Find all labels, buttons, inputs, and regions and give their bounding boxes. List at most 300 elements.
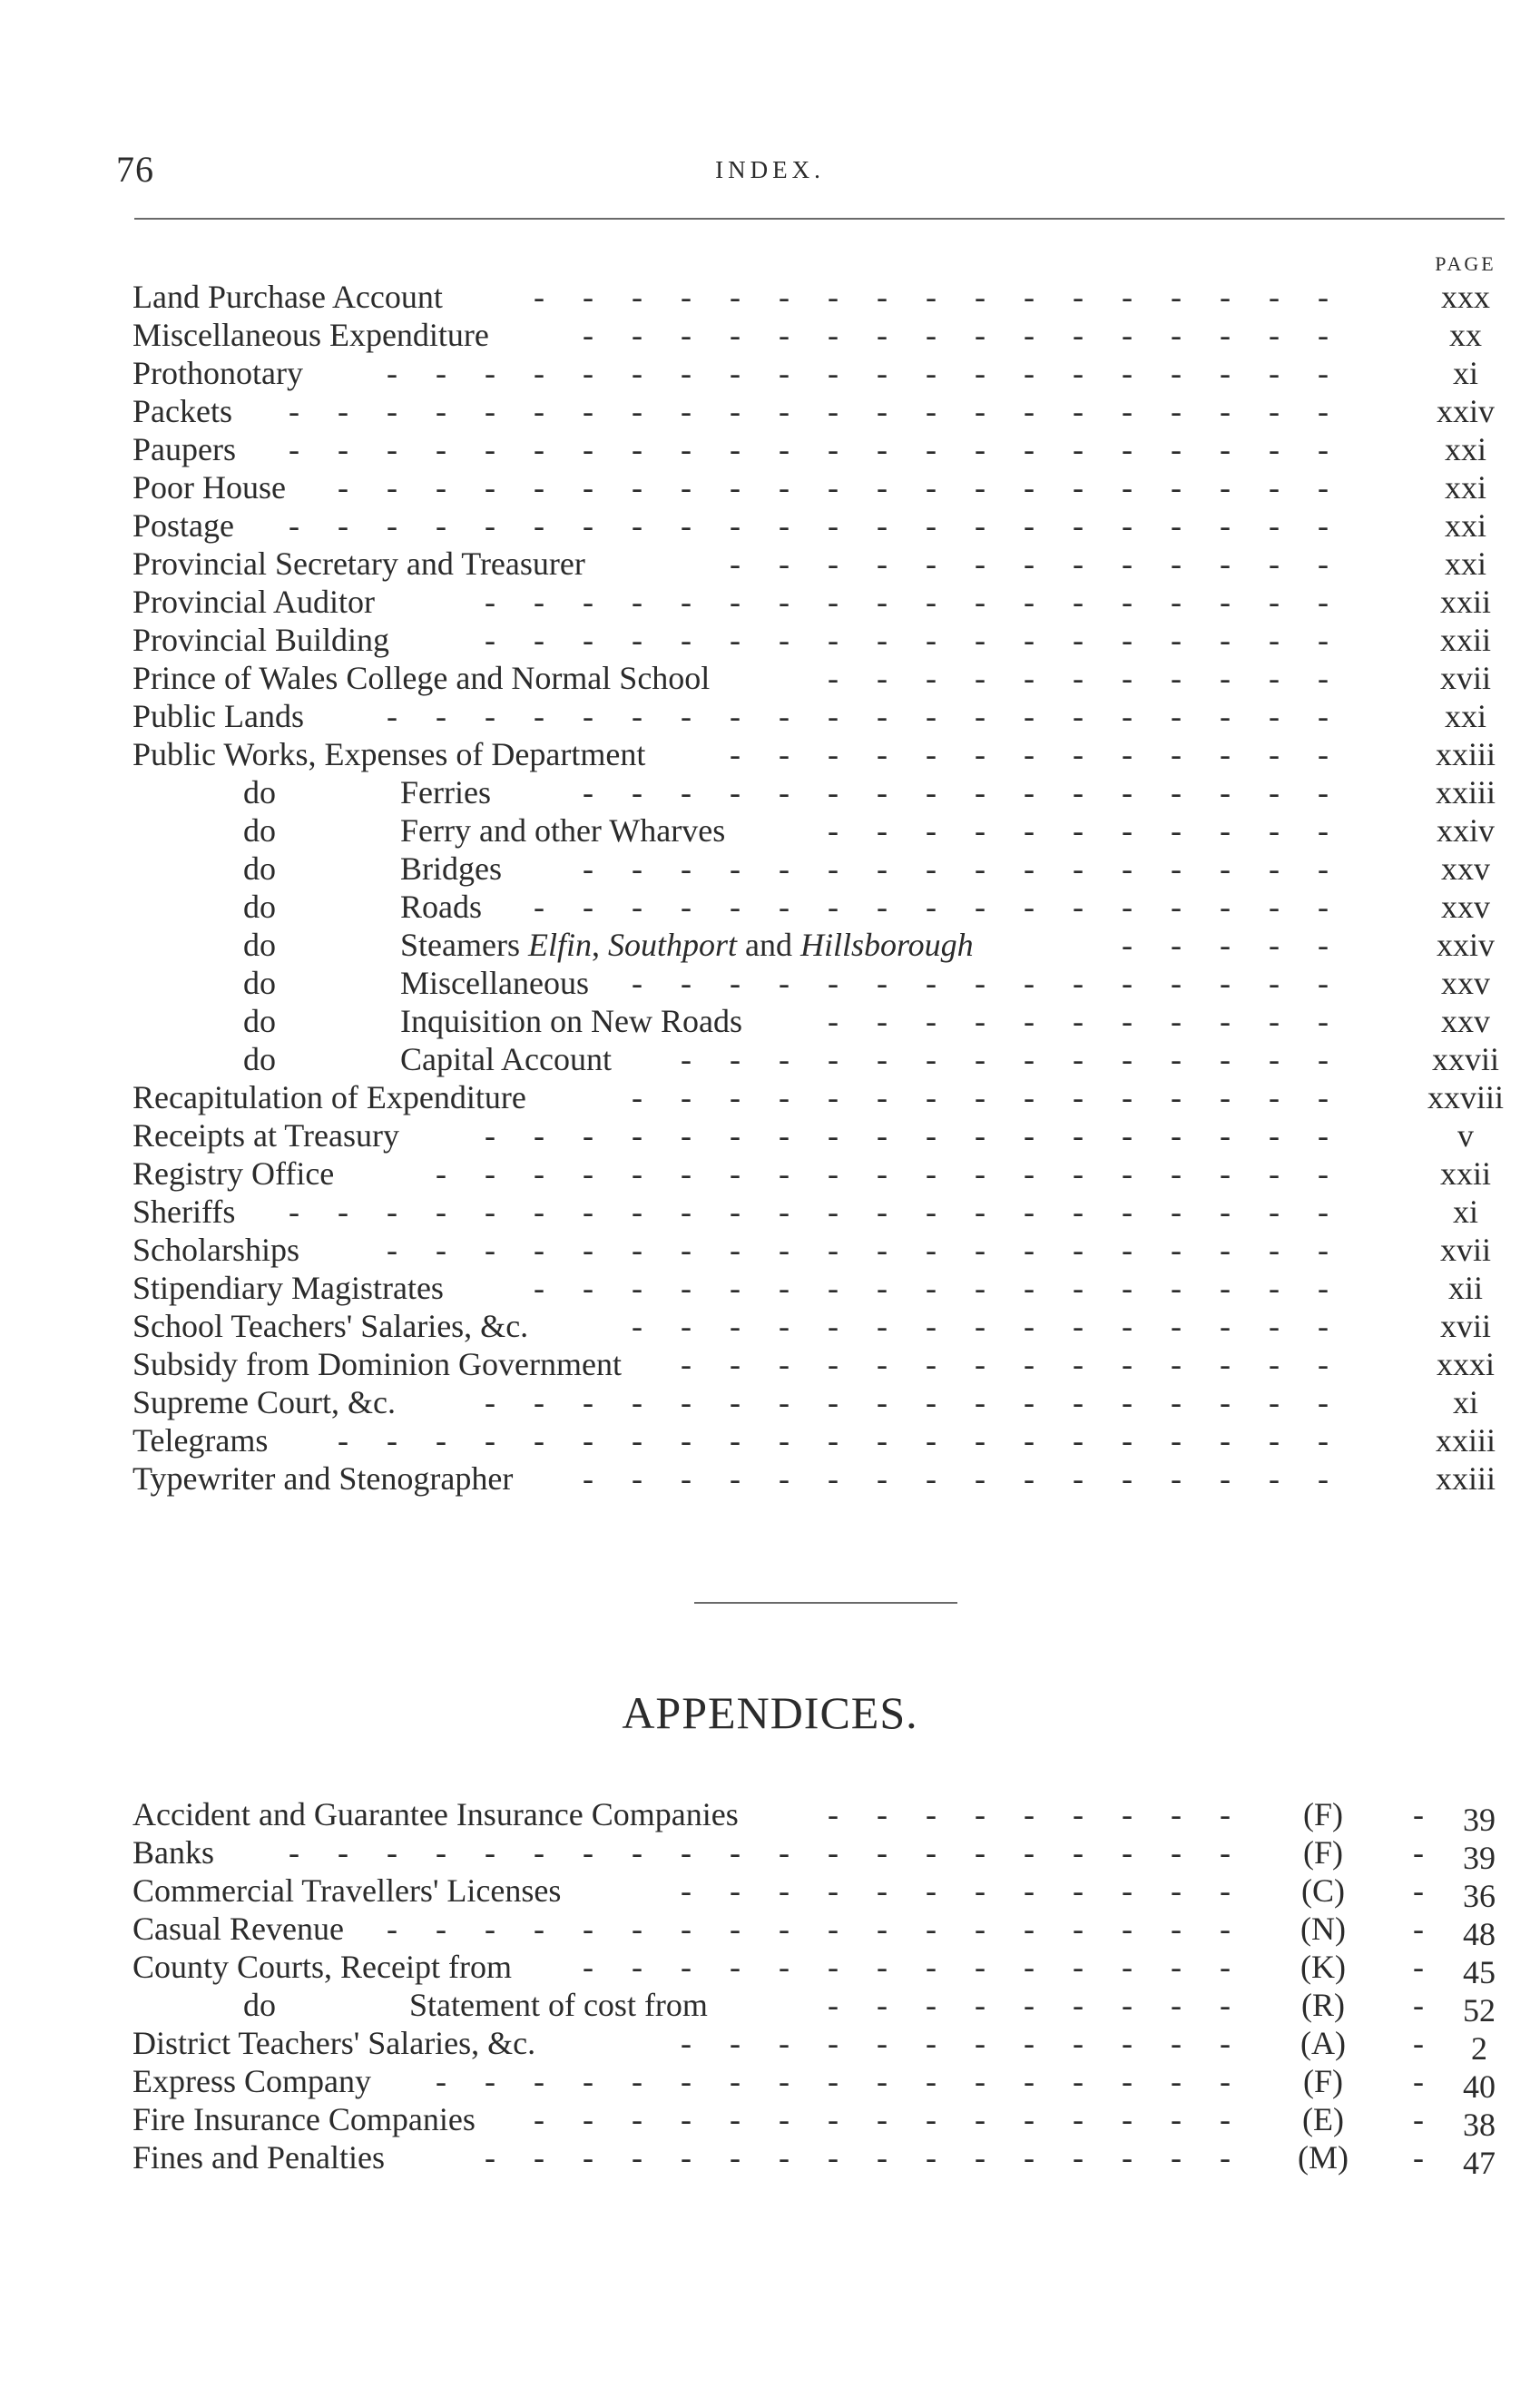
leader-dash: -	[730, 1155, 741, 1192]
entry-label: Public Lands	[132, 698, 304, 734]
leader-dash: -	[926, 1155, 937, 1192]
leader-dash: -	[1171, 1003, 1182, 1039]
leader-dash: -	[1073, 431, 1084, 467]
leader-dash: -	[1318, 1460, 1329, 1497]
leader-dash: -	[485, 2063, 495, 2099]
leader-dash: -	[485, 1384, 495, 1420]
leader-dash: -	[828, 1270, 839, 1306]
leader-dash: -	[1024, 2101, 1035, 2137]
page-ref: 2	[1471, 2030, 1487, 2067]
leader-dash: -	[1122, 545, 1133, 582]
leader-dash: -	[534, 889, 544, 925]
leader-dash: -	[534, 1117, 544, 1154]
leader-dash: -	[534, 2139, 544, 2176]
leader-dash: -	[1269, 1422, 1280, 1459]
leader-dash: -	[338, 507, 348, 544]
leader-dash: -	[1073, 317, 1084, 353]
leader-dash: -	[534, 469, 544, 506]
leader-dash: -	[779, 355, 790, 391]
leader-dash: -	[1073, 1194, 1084, 1230]
leader-dash: -	[681, 393, 692, 429]
ditto-mark: do	[243, 965, 276, 1001]
leader-dash: -	[779, 545, 790, 582]
index-entry	[0, 1154, 1540, 1193]
leader-dash: -	[1269, 1117, 1280, 1154]
leader-dash: -	[632, 1834, 642, 1871]
leader-dash: -	[632, 1422, 642, 1459]
leader-dash: -	[779, 393, 790, 429]
leader-dash: -	[1269, 545, 1280, 582]
leader-dash: -	[779, 1460, 790, 1497]
leader-dash: -	[485, 1232, 495, 1268]
leader-dash: -	[1220, 774, 1231, 810]
leader-dash: -	[1122, 927, 1133, 963]
leader-dash: -	[926, 1308, 937, 1344]
leader-dash: -	[583, 774, 593, 810]
page-ref: xxv	[1441, 850, 1490, 887]
leader-dash: -	[1073, 1117, 1084, 1154]
entry-label: Miscellaneous Expenditure	[132, 317, 489, 353]
leader-dash: -	[926, 2139, 937, 2176]
leader-dash: -	[828, 1155, 839, 1192]
leader-dash: -	[730, 2025, 741, 2061]
leader-dash: -	[1220, 1270, 1231, 1306]
leader-dash: -	[730, 431, 741, 467]
leader-dash: -	[877, 698, 888, 734]
leader-dash: -	[926, 507, 937, 544]
leader-dash: -	[1220, 736, 1231, 772]
leader-dash: -	[926, 1384, 937, 1420]
leader-dash: -	[730, 1117, 741, 1154]
leader-dash: -	[583, 355, 593, 391]
leader-dash: -	[632, 2101, 642, 2137]
leader-dash: -	[779, 1117, 790, 1154]
leader-dash: -	[1073, 698, 1084, 734]
leader-dash: -	[828, 1872, 839, 1909]
leader-dash: -	[1073, 2063, 1084, 2099]
leader-dash: -	[1073, 507, 1084, 544]
leader-dash: -	[828, 279, 839, 315]
leader-dash: -	[681, 698, 692, 734]
leader-dash: -	[1220, 1346, 1231, 1382]
entry-label: Prothonotary	[132, 355, 303, 391]
leader-dash: -	[1024, 1911, 1035, 1947]
page-ref: xxii	[1439, 622, 1491, 658]
leader-dash: -	[926, 1270, 937, 1306]
leader-dash: -	[1318, 698, 1329, 734]
leader-dash: -	[1220, 393, 1231, 429]
leader-dash: -	[730, 965, 741, 1001]
index-entry	[0, 811, 1540, 850]
leader-dash: -	[1073, 1384, 1084, 1420]
leader-dash: -	[1220, 889, 1231, 925]
leader-dash: -	[1122, 317, 1133, 353]
leader-dash: -	[1171, 1041, 1182, 1077]
index-entry	[0, 468, 1540, 506]
leader-dash: -	[1220, 965, 1231, 1001]
leader-dash: -	[1269, 850, 1280, 887]
leader-dash: -	[1073, 1987, 1084, 2023]
leader-dash: -	[926, 1003, 937, 1039]
leader-dash: -	[1024, 2139, 1035, 2176]
appendix-letter: (F)	[1303, 1834, 1343, 1871]
leader-dash: -	[926, 1872, 937, 1909]
leader-dash: -	[975, 1911, 986, 1947]
leader-dash: -	[387, 698, 397, 734]
leader-dash: -	[1122, 584, 1133, 620]
leader-dash: -	[877, 507, 888, 544]
entry-label: Supreme Court, &c.	[132, 1384, 396, 1420]
page-ref: xxii	[1439, 1155, 1491, 1192]
leader-dash: -	[975, 774, 986, 810]
leader-dash: -	[1122, 1155, 1133, 1192]
index-entry	[0, 621, 1540, 659]
leader-dash: -	[1122, 1834, 1133, 1871]
leader-dash: -	[583, 889, 593, 925]
leader-dash: -	[1171, 1155, 1182, 1192]
leader-dash: -	[632, 1308, 642, 1344]
page-ref: xxiv	[1436, 393, 1495, 429]
leader-dash: -	[1318, 927, 1329, 963]
leader-dash: -	[534, 279, 544, 315]
leader-dash: -	[1269, 774, 1280, 810]
leader-dash: -	[387, 1422, 397, 1459]
leader-dash: -	[436, 698, 446, 734]
leader-dash: -	[975, 279, 986, 315]
leader-dash: -	[1122, 965, 1133, 1001]
leader-dash: -	[338, 1422, 348, 1459]
index-entry	[0, 545, 1540, 583]
leader-dash: -	[877, 1155, 888, 1192]
leader-dash: -	[828, 1232, 839, 1268]
appendix-letter: (C)	[1301, 1872, 1345, 1909]
leader-dash: -	[1269, 317, 1280, 353]
ditto-mark: do	[243, 850, 276, 887]
leader-dash: -	[1318, 317, 1329, 353]
leader-dash: -	[975, 1079, 986, 1115]
leader-dash: -	[1024, 1232, 1035, 1268]
leader-dash: -	[926, 545, 937, 582]
leader-dash: -	[877, 1987, 888, 2023]
leader-dash: -	[975, 965, 986, 1001]
leader-dash: -	[1171, 698, 1182, 734]
leader-dash: -	[485, 1194, 495, 1230]
leader-dash: -	[387, 1911, 397, 1947]
leader-dash: -	[828, 2025, 839, 2061]
leader-dash: -	[1073, 889, 1084, 925]
leader-dash: -	[534, 431, 544, 467]
leader-dash: -	[1171, 1346, 1182, 1382]
leader-dash: -	[877, 355, 888, 391]
leader-dash: -	[681, 355, 692, 391]
leader-dash: -	[1073, 1796, 1084, 1832]
leader-dash: -	[926, 736, 937, 772]
leader-dash: -	[1269, 622, 1280, 658]
leader-dash: -	[681, 2025, 692, 2061]
leader-dash: -	[1220, 1194, 1231, 1230]
leader-dash: -	[828, 317, 839, 353]
leader-dash: -	[975, 355, 986, 391]
leader-dash: -	[877, 889, 888, 925]
entry-label: Postage	[132, 507, 234, 544]
leader-dash: -	[975, 431, 986, 467]
leader-dash: -	[436, 393, 446, 429]
leader-dash: -	[1171, 927, 1182, 963]
leader-dash: -	[632, 279, 642, 315]
leader-dash: -	[632, 1194, 642, 1230]
leader-dash: -	[681, 1232, 692, 1268]
leader-dash: -	[779, 2025, 790, 2061]
leader-dash: -	[730, 1422, 741, 1459]
leader-dash: -	[779, 1155, 790, 1192]
leader-dash: -	[1171, 584, 1182, 620]
leader-dash: -	[730, 1949, 741, 1985]
leader-dash: -	[828, 1079, 839, 1115]
leader-dash: -	[1318, 1270, 1329, 1306]
leader-dash: -	[1318, 545, 1329, 582]
leader-dash: -	[828, 889, 839, 925]
leader-dash: -	[1073, 622, 1084, 658]
index-entry	[0, 278, 1540, 316]
index-entry	[0, 1307, 1540, 1345]
leader-dash: -	[1318, 279, 1329, 315]
leader-dash: -	[632, 393, 642, 429]
leader-dash: -	[1171, 1949, 1182, 1985]
leader-dash: -	[1122, 507, 1133, 544]
index-entry	[0, 888, 1540, 926]
leader-dash: -	[1269, 1384, 1280, 1420]
leader-dash: -	[632, 965, 642, 1001]
leader-dash: -	[534, 698, 544, 734]
leader-dash: -	[779, 1308, 790, 1344]
index-entry	[0, 850, 1540, 888]
page-ref: xxiii	[1435, 774, 1496, 810]
leader-dash: -	[1073, 469, 1084, 506]
leader-dash: -	[1220, 812, 1231, 849]
leader-dash: -	[1073, 1270, 1084, 1306]
appendix-letter: (N)	[1300, 1911, 1346, 1947]
leader-dash: -	[1073, 1872, 1084, 1909]
leader-dash: -	[926, 1949, 937, 1985]
leader-dash: -	[779, 1079, 790, 1115]
appendix-letter: (F)	[1303, 2063, 1343, 2099]
leader-dash: -	[436, 1911, 446, 1947]
leader-dash: -	[1413, 2139, 1424, 2176]
leader-dash: -	[877, 1384, 888, 1420]
entry-label: Fines and Penalties	[132, 2139, 385, 2176]
leader-dash: -	[485, 1117, 495, 1154]
page-ref: xxi	[1444, 431, 1486, 467]
ditto-mark: do	[243, 1987, 276, 2023]
leader-dash: -	[1269, 469, 1280, 506]
leader-dash: -	[1073, 1041, 1084, 1077]
leader-dash: -	[1073, 584, 1084, 620]
leader-dash: -	[1171, 2063, 1182, 2099]
leader-dash: -	[1413, 2025, 1424, 2061]
page-ref: xxv	[1441, 1003, 1490, 1039]
leader-dash: -	[583, 1422, 593, 1459]
leader-dash: -	[1220, 584, 1231, 620]
leader-dash: -	[926, 1117, 937, 1154]
leader-dash: -	[1024, 1117, 1035, 1154]
leader-dash: -	[926, 1796, 937, 1832]
leader-dash: -	[338, 1194, 348, 1230]
leader-dash: -	[1318, 1194, 1329, 1230]
page-ref: xvii	[1439, 1308, 1491, 1344]
appendix-entry	[0, 1871, 1540, 1914]
leader-dash: -	[926, 1194, 937, 1230]
index-entry	[0, 1231, 1540, 1269]
leader-dash: -	[1171, 1384, 1182, 1420]
leader-dash: -	[534, 393, 544, 429]
leader-dash: -	[387, 469, 397, 506]
leader-dash: -	[485, 1834, 495, 1871]
leader-dash: -	[1073, 1308, 1084, 1344]
leader-dash: -	[779, 1194, 790, 1230]
leader-dash: -	[1413, 2063, 1424, 2099]
leader-dash: -	[681, 850, 692, 887]
leader-dash: -	[1122, 1117, 1133, 1154]
leader-dash: -	[583, 2063, 593, 2099]
leader-dash: -	[877, 1796, 888, 1832]
ditto-mark: do	[243, 1041, 276, 1077]
leader-dash: -	[1122, 2139, 1133, 2176]
header-rule	[134, 218, 1505, 220]
leader-dash: -	[779, 1232, 790, 1268]
leader-dash: -	[828, 1911, 839, 1947]
leader-dash: -	[632, 1911, 642, 1947]
leader-dash: -	[681, 774, 692, 810]
leader-dash: -	[1269, 584, 1280, 620]
leader-dash: -	[534, 1232, 544, 1268]
index-entry	[0, 659, 1540, 697]
leader-dash: -	[1413, 1911, 1424, 1947]
leader-dash: -	[1318, 1079, 1329, 1115]
leader-dash: -	[926, 1987, 937, 2023]
leader-dash: -	[1220, 1384, 1231, 1420]
sublabel-part: Hillsborough	[799, 927, 974, 963]
leader-dash: -	[779, 1270, 790, 1306]
leader-dash: -	[1220, 1422, 1231, 1459]
page-ref: 45	[1463, 1954, 1496, 1990]
leader-dash: -	[779, 622, 790, 658]
leader-dash: -	[877, 431, 888, 467]
leader-dash: -	[975, 1117, 986, 1154]
leader-dash: -	[1171, 1308, 1182, 1344]
leader-dash: -	[975, 889, 986, 925]
leader-dash: -	[1024, 1079, 1035, 1115]
leader-dash: -	[1073, 1834, 1084, 1871]
leader-dash: -	[681, 1155, 692, 1192]
leader-dash: -	[779, 507, 790, 544]
leader-dash: -	[583, 507, 593, 544]
page-ref: xxi	[1444, 545, 1486, 582]
leader-dash: -	[485, 1911, 495, 1947]
leader-dash: -	[1122, 2025, 1133, 2061]
leader-dash: -	[1318, 622, 1329, 658]
leader-dash: -	[534, 355, 544, 391]
leader-dash: -	[681, 1384, 692, 1420]
leader-dash: -	[877, 1911, 888, 1947]
leader-dash: -	[485, 393, 495, 429]
leader-dash: -	[289, 431, 299, 467]
leader-dash: -	[877, 850, 888, 887]
leader-dash: -	[828, 850, 839, 887]
leader-dash: -	[730, 545, 741, 582]
leader-dash: -	[632, 1117, 642, 1154]
leader-dash: -	[975, 584, 986, 620]
leader-dash: -	[975, 2139, 986, 2176]
sublabel-part: Elfin	[527, 927, 592, 963]
leader-dash: -	[583, 1117, 593, 1154]
leader-dash: -	[1073, 736, 1084, 772]
leader-dash: -	[1171, 850, 1182, 887]
leader-dash: -	[583, 1232, 593, 1268]
leader-dash: -	[534, 1384, 544, 1420]
ditto-mark: do	[243, 1003, 276, 1039]
leader-dash: -	[1269, 698, 1280, 734]
leader-dash: -	[1024, 469, 1035, 506]
leader-dash: -	[1073, 393, 1084, 429]
leader-dash: -	[632, 1232, 642, 1268]
leader-dash: -	[1073, 1422, 1084, 1459]
leader-dash: -	[975, 1270, 986, 1306]
leader-dash: -	[975, 545, 986, 582]
leader-dash: -	[1024, 1796, 1035, 1832]
leader-dash: -	[583, 1270, 593, 1306]
leader-dash: -	[1024, 1384, 1035, 1420]
appendix-entry	[0, 1795, 1540, 1838]
leader-dash: -	[828, 1346, 839, 1382]
leader-dash: -	[1024, 1003, 1035, 1039]
leader-dash: -	[583, 469, 593, 506]
leader-dash: -	[1220, 1987, 1231, 2023]
leader-dash: -	[828, 393, 839, 429]
leader-dash: -	[583, 698, 593, 734]
leader-dash: -	[1073, 1346, 1084, 1382]
leader-dash: -	[1122, 774, 1133, 810]
leader-dash: -	[828, 1987, 839, 2023]
leader-dash: -	[877, 736, 888, 772]
leader-dash: -	[779, 1346, 790, 1382]
leader-dash: -	[583, 1194, 593, 1230]
leader-dash: -	[828, 622, 839, 658]
leader-dash: -	[1171, 1987, 1182, 2023]
leader-dash: -	[1171, 2139, 1182, 2176]
page-ref: xxiii	[1435, 736, 1496, 772]
leader-dash: -	[1269, 1041, 1280, 1077]
leader-dash: -	[926, 1460, 937, 1497]
leader-dash: -	[877, 2139, 888, 2176]
leader-dash: -	[779, 431, 790, 467]
page-ref: xxv	[1441, 889, 1490, 925]
leader-dash: -	[1318, 1232, 1329, 1268]
leader-dash: -	[1220, 1232, 1231, 1268]
leader-dash: -	[1024, 507, 1035, 544]
leader-dash: -	[534, 2101, 544, 2137]
appendices-heading: APPENDICES.	[622, 1687, 918, 1738]
leader-dash: -	[387, 393, 397, 429]
leader-dash: -	[387, 507, 397, 544]
entry-label: Registry Office	[132, 1155, 335, 1192]
leader-dash: -	[1171, 812, 1182, 849]
leader-dash: -	[1171, 622, 1182, 658]
leader-dash: -	[1220, 317, 1231, 353]
leader-dash: -	[632, 850, 642, 887]
leader-dash: -	[1318, 507, 1329, 544]
leader-dash: -	[828, 431, 839, 467]
leader-dash: -	[485, 698, 495, 734]
